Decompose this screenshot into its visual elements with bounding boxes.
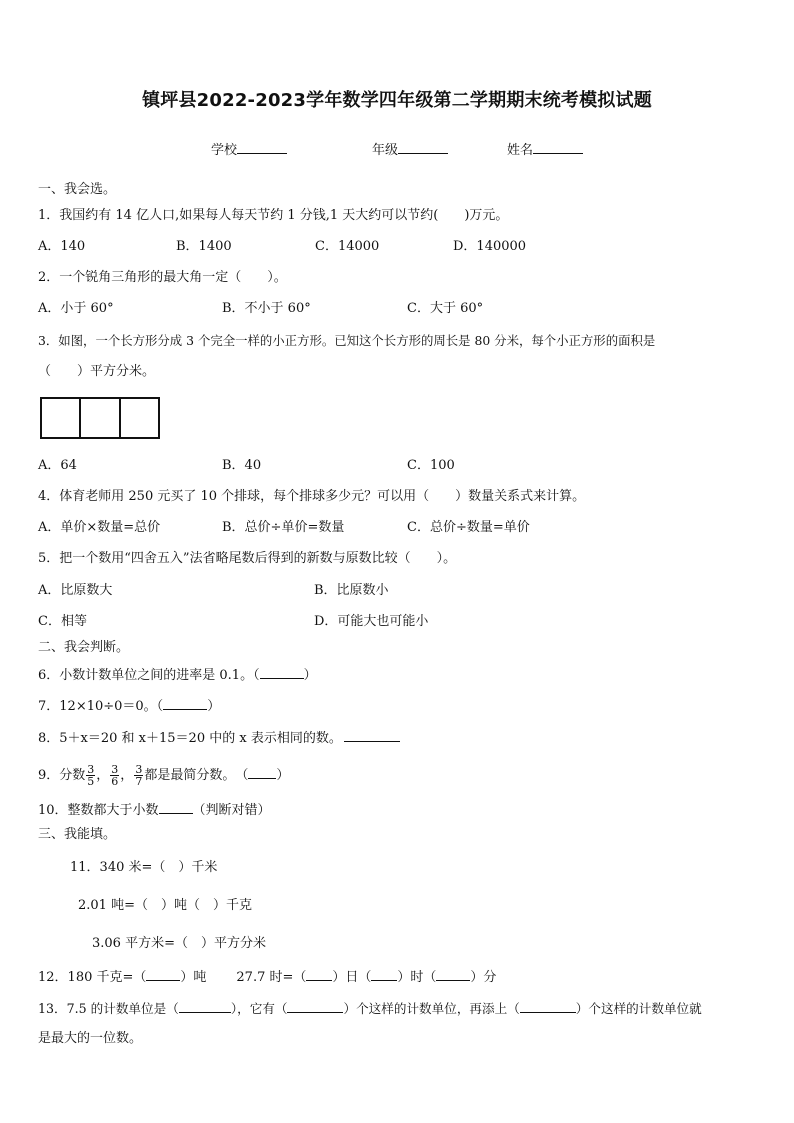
q13-part-4: ）个这样的计数单位就 bbox=[575, 1001, 702, 1016]
q9-post: 都是最简分数。 （ bbox=[144, 768, 249, 783]
q12-part-4: ）日（ bbox=[332, 970, 372, 985]
q7-answer-blank[interactable] bbox=[163, 697, 207, 710]
q4-option-a[interactable]: A．单价×数量=总价 bbox=[38, 520, 161, 535]
question-3-line-2: （ ）平方分米。 bbox=[38, 364, 156, 379]
q5-option-c[interactable]: C．相等 bbox=[38, 614, 87, 629]
q8-answer-blank[interactable] bbox=[344, 729, 400, 742]
question-13-line-1 bbox=[38, 1000, 702, 1017]
q10-text: 10．整数都大于小数 bbox=[38, 803, 159, 818]
question-9: 9．分数 $\frac{3}{5}$ ， $\frac{3}{6}$ ， $\frac{3}{7}$ 都是最简分数。 （ ） bbox=[38, 763, 290, 788]
question-11-line-1[interactable]: 11．340 米=（ ）千米 bbox=[70, 860, 218, 875]
q1-option-c[interactable]: C．14000 bbox=[315, 239, 380, 254]
q1-option-d[interactable]: D．140000 bbox=[453, 239, 527, 254]
grade-blank[interactable] bbox=[398, 141, 448, 154]
q7-tail: ） bbox=[207, 699, 221, 714]
section-1-heading: 一、我会选。 bbox=[38, 182, 117, 197]
q12-part-3: 27.7 时=（ bbox=[236, 970, 307, 985]
q1-option-b[interactable]: B．1400 bbox=[176, 239, 232, 254]
q13-blank-unit[interactable] bbox=[179, 1000, 231, 1013]
q3-option-a[interactable]: A．64 bbox=[38, 458, 77, 473]
q1-option-a[interactable]: A．140 bbox=[38, 239, 86, 254]
school-field bbox=[211, 141, 287, 159]
rectangle-three-squares-figure bbox=[40, 397, 160, 439]
question-7 bbox=[38, 697, 220, 715]
q6-tail: ） bbox=[303, 668, 317, 683]
question-8 bbox=[38, 729, 400, 747]
q12-part-6: ）分 bbox=[470, 970, 497, 985]
q9-answer-blank[interactable] bbox=[248, 766, 276, 779]
question-6 bbox=[38, 666, 317, 684]
grade-field bbox=[372, 141, 448, 159]
q2-option-c[interactable]: C．大于 60° bbox=[407, 301, 484, 316]
grade-label: 年级 bbox=[372, 143, 399, 158]
q5-option-b[interactable]: B．比原数小 bbox=[314, 583, 389, 598]
square-1 bbox=[42, 399, 81, 437]
question-12 bbox=[38, 968, 496, 986]
q12-part-1: 12．180 千克=（ bbox=[38, 970, 147, 985]
fraction-3-5: $\frac{3}{5}$ bbox=[87, 763, 95, 788]
q2-option-a[interactable]: A．小于 60° bbox=[38, 301, 114, 316]
q13-blank-count[interactable] bbox=[287, 1000, 343, 1013]
q13-blank-add[interactable] bbox=[520, 1000, 576, 1013]
q8-text: 8．5＋x＝20 和 x＋15＝20 中的 x 表示相同的数。 bbox=[38, 731, 342, 746]
question-10 bbox=[38, 801, 271, 819]
fraction-3-7: $\frac{3}{7}$ bbox=[135, 763, 143, 788]
section-2-heading: 二、我会判断。 bbox=[38, 640, 130, 655]
q5-option-d[interactable]: D．可能大也可能小 bbox=[314, 614, 429, 629]
question-5: 5．把一个数用“四舍五入”法省略尾数后得到的新数与原数比较（ ）。 bbox=[38, 551, 457, 566]
q4-option-b[interactable]: B．总价÷单价=数量 bbox=[222, 520, 345, 535]
q6-answer-blank[interactable] bbox=[260, 666, 304, 679]
q12-part-5: ）时（ bbox=[397, 970, 437, 985]
square-2 bbox=[81, 399, 120, 437]
question-4: 4．体育老师用 250 元买了 10 个排球，每个排球多少元？可以用（ ）数量关系式来计算。 bbox=[38, 489, 586, 504]
question-11-line-3[interactable]: 3.06 平方米=（ ）平方分米 bbox=[92, 936, 266, 951]
name-field bbox=[507, 141, 583, 159]
q13-part-1: 13．7.5 的计数单位是（ bbox=[38, 1001, 179, 1016]
school-blank[interactable] bbox=[237, 141, 287, 154]
school-label: 学校 bbox=[211, 143, 238, 158]
q12-blank-ton[interactable] bbox=[146, 968, 180, 981]
q12-part-2: ）吨 bbox=[180, 970, 207, 985]
question-13-line-2: 是最大的一位数。 bbox=[38, 1031, 143, 1046]
q9-tail: ） bbox=[276, 768, 290, 783]
q3-option-c[interactable]: C．100 bbox=[407, 458, 455, 473]
section-3-heading: 三、我能填。 bbox=[38, 827, 117, 842]
q7-text: 7．12×10÷0＝0。（ bbox=[38, 699, 164, 714]
q3-option-b[interactable]: B．40 bbox=[222, 458, 262, 473]
name-blank[interactable] bbox=[533, 141, 583, 154]
q13-part-2: ），它有（ bbox=[230, 1001, 288, 1016]
name-label: 姓名 bbox=[507, 143, 534, 158]
fraction-3-6: $\frac{3}{6}$ bbox=[111, 763, 119, 788]
q10-answer-blank[interactable] bbox=[159, 801, 193, 814]
q12-blank-day[interactable] bbox=[306, 968, 332, 981]
question-11-line-2[interactable]: 2.01 吨=（ ）吨（ ）千克 bbox=[78, 898, 252, 913]
q2-option-b[interactable]: B．不小于 60° bbox=[222, 301, 311, 316]
q5-option-a[interactable]: A．比原数大 bbox=[38, 583, 113, 598]
q6-text: 6．小数计数单位之间的进率是 0.1。（ bbox=[38, 668, 260, 683]
q10-tail: （判断对错） bbox=[192, 803, 271, 818]
q12-blank-minute[interactable] bbox=[436, 968, 470, 981]
question-2: 2．一个锐角三角形的最大角一定（ ）。 bbox=[38, 270, 287, 285]
page-title: 镇坪县2022-2023学年数学四年级第二学期期末统考模拟试题 bbox=[142, 90, 652, 111]
q13-part-3: ）个这样的计数单位，再添上（ bbox=[343, 1001, 520, 1016]
q9-pre: 9．分数 bbox=[38, 768, 86, 783]
question-1: 1．我国约有 14 亿人口,如果每人每天节约 1 分钱,1 天大约可以节约( )万元。 bbox=[38, 208, 509, 223]
q4-option-c[interactable]: C．总价÷数量=单价 bbox=[407, 520, 530, 535]
question-3-line-1: 3．如图，一个长方形分成 3 个完全一样的小正方形。已知这个长方形的周长是 80 分米，每个小正方形的面积是 bbox=[38, 333, 656, 348]
square-3 bbox=[121, 399, 158, 437]
q12-blank-hour[interactable] bbox=[371, 968, 397, 981]
